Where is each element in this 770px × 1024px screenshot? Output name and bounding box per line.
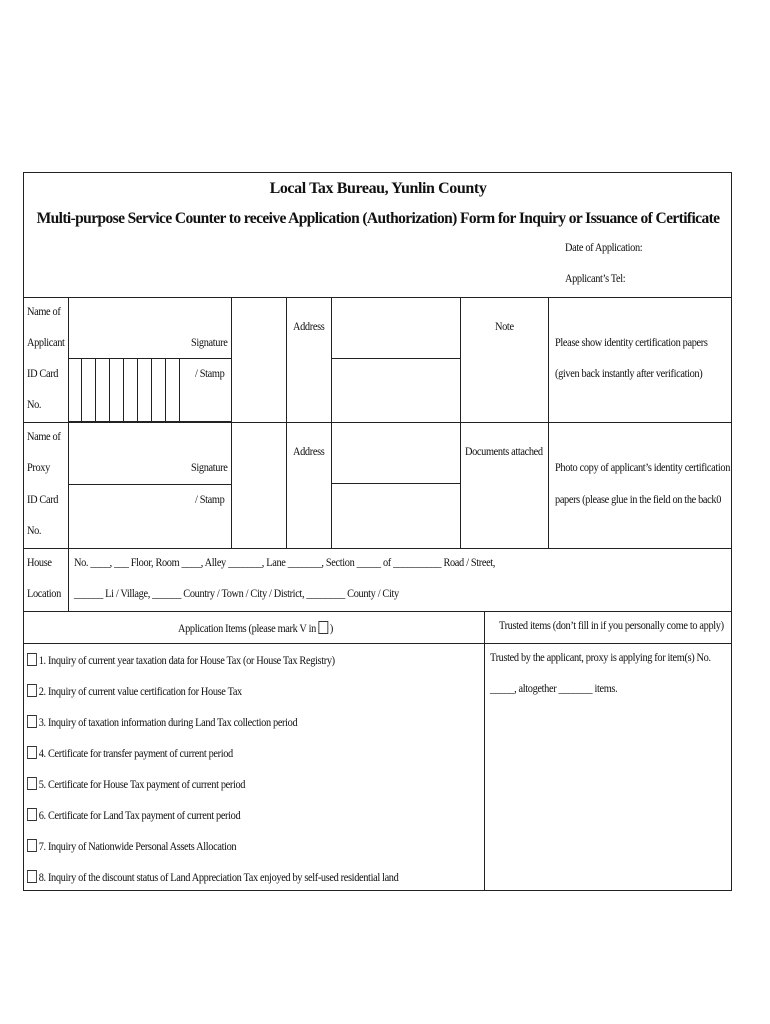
item-row[interactable]: 5. Certificate for House Tax payment of current period: [27, 777, 245, 792]
proxy-name-label: Name of: [27, 431, 61, 443]
checkbox-8[interactable]: [27, 870, 37, 883]
proxy-stamp-label: / Stamp: [195, 494, 225, 506]
applicant-name-label-2: Applicant: [27, 337, 65, 349]
proxy-address-label: Address: [293, 446, 325, 458]
item-row[interactable]: 8. Inquiry of the discount status of Land Appreciation Tax enjoyed by self-used residential land: [27, 870, 398, 885]
item-row[interactable]: 3. Inquiry of taxation information during Land Tax collection period: [27, 715, 297, 730]
proxy-name-label-2: Proxy: [27, 462, 50, 474]
proxy-signature-label: Signature: [191, 462, 228, 474]
agency-title: Local Tax Bureau, Yunlin County: [269, 180, 487, 197]
applicant-id-label: ID Card: [27, 368, 59, 380]
applicant-signature-label: Signature: [191, 337, 228, 349]
proxy-id-label-2: No.: [27, 525, 42, 537]
checkbox-2[interactable]: [27, 684, 37, 697]
note-text-1: Please show identity certification papers: [555, 337, 708, 349]
documents-attached-header: Documents attached: [465, 446, 543, 458]
trusted-items-header: Trusted items (don’t fill in if you personally come to apply): [499, 620, 724, 632]
house-address-line-2: ______ Li / Village, ______ Country / Town / City / District, ________ County / City: [74, 588, 399, 600]
documents-text-1: Photo copy of applicant’s identity certification: [555, 462, 731, 474]
item-row[interactable]: 1. Inquiry of current year taxation data for House Tax (or House Tax Registry): [27, 653, 335, 668]
applicant-stamp-label: / Stamp: [195, 368, 225, 380]
house-location-label-2: Location: [27, 588, 61, 600]
trusted-text-1: Trusted by the applicant, proxy is applying for item(s) No.: [490, 652, 711, 664]
applicant-address-label: Address: [293, 321, 325, 333]
house-address-line-1: No. ____, ___ Floor, Room ____, Alley _______, Lane _______, Section _____ of __________ Road / Street,: [74, 557, 496, 569]
checkbox-3[interactable]: [27, 715, 37, 728]
date-of-application-label: Date of Application:: [565, 242, 643, 254]
checkbox-7[interactable]: [27, 839, 37, 852]
note-header: Note: [495, 321, 514, 333]
application-items-header: Application Items (please mark V in ): [178, 623, 333, 635]
form-title: Multi-purpose Service Counter to receive Application (Authorization) Form for Inquiry or Issuance of Certificate: [36, 210, 720, 227]
item-row[interactable]: 6. Certificate for Land Tax payment of current period: [27, 808, 240, 823]
applicant-tel-label: Applicant’s Tel:: [565, 273, 626, 285]
item-row[interactable]: 7. Inquiry of Nationwide Personal Assets Allocation: [27, 839, 236, 854]
checkbox-4[interactable]: [27, 746, 37, 759]
checkbox-icon: [318, 621, 328, 634]
checkbox-6[interactable]: [27, 808, 37, 821]
house-location-label: House: [27, 557, 52, 569]
note-text-2: (given back instantly after verification): [555, 368, 703, 380]
trusted-text-2: _____, altogether _______ items.: [490, 683, 618, 695]
documents-text-2: papers (please glue in the field on the back0: [555, 494, 722, 506]
item-row[interactable]: 2. Inquiry of current value certification for House Tax: [27, 684, 242, 699]
proxy-id-label: ID Card: [27, 494, 59, 506]
applicant-name-label: Name of: [27, 306, 61, 318]
applicant-id-label-2: No.: [27, 399, 42, 411]
checkbox-1[interactable]: [27, 653, 37, 666]
item-row[interactable]: 4. Certificate for transfer payment of current period: [27, 746, 233, 761]
checkbox-5[interactable]: [27, 777, 37, 790]
